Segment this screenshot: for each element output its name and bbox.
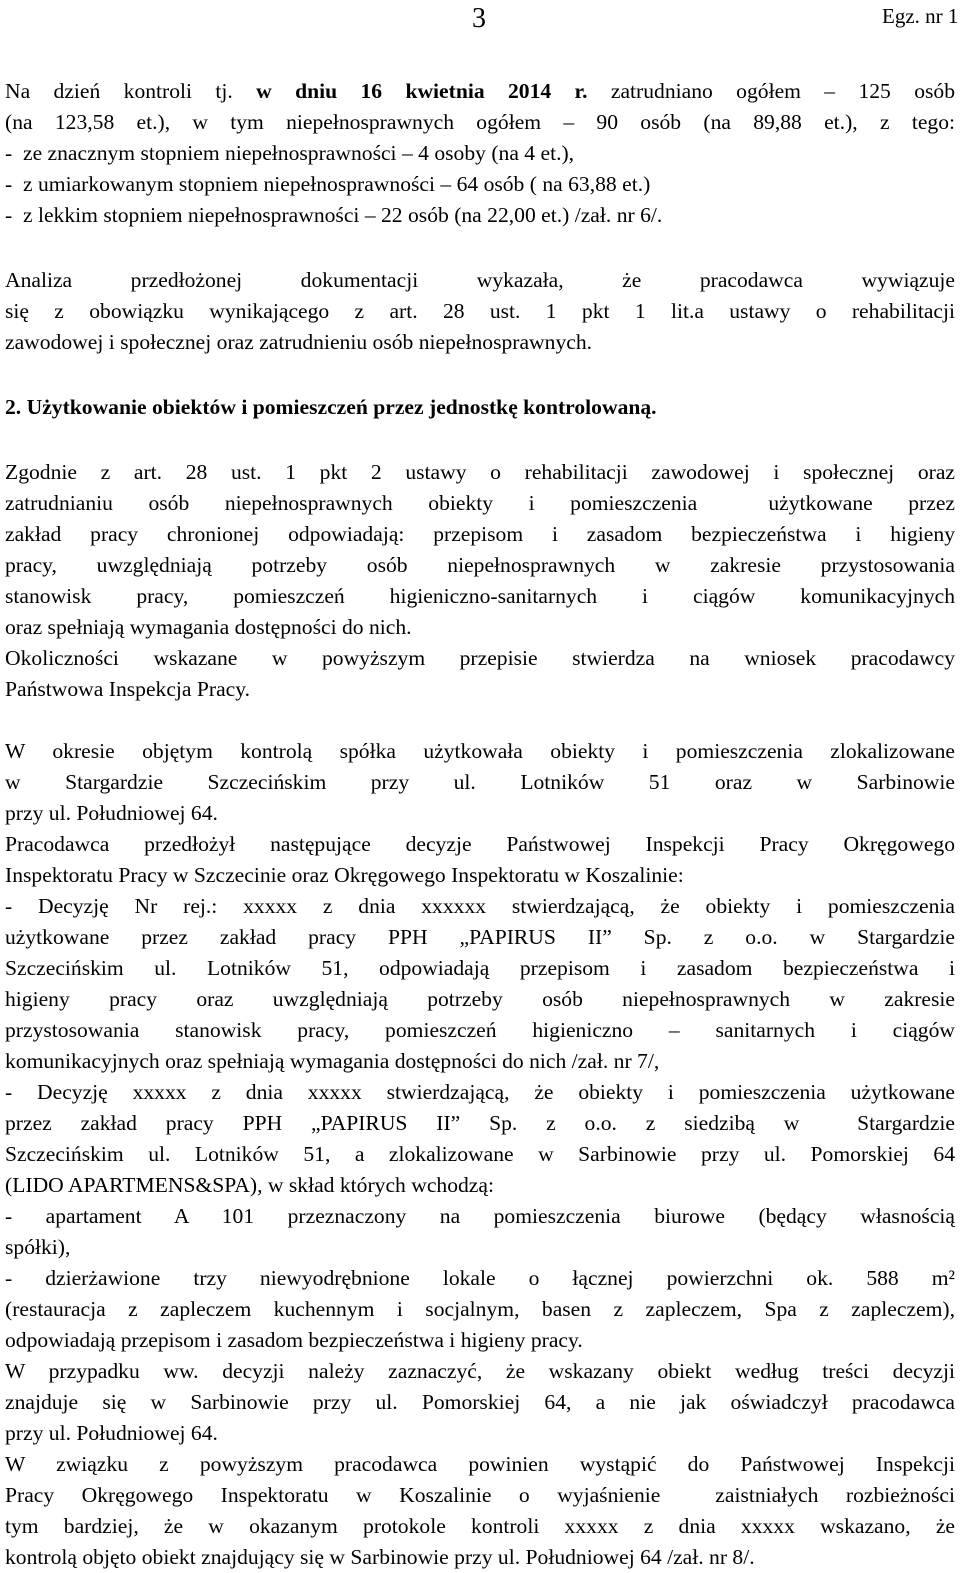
text-line — [5, 457, 955, 488]
text-segment: W związku z powyższym pracodawca powinien wystąpić do Państwowej Inspekcji — [5, 1452, 955, 1476]
text-line — [5, 798, 955, 829]
paragraph-section-2-heading — [5, 392, 955, 423]
text-segment: komunikacyjnych oraz spełniają wymagania dostępności do nich /zał. nr 7/, — [5, 1049, 660, 1073]
text-line — [5, 1511, 955, 1542]
text-segment: W okresie objętym kontrolą spółka użytkowała obiekty i pomieszczenia zlokalizowane — [5, 739, 955, 763]
text-segment: (restauracja z zapleczem kuchennym i socjalnym, basen z zapleczem, Spa z zapleczem), — [5, 1297, 955, 1321]
text-line — [5, 1077, 955, 1108]
bold-text: 2. Użytkowanie obiektów i pomieszczeń przez jednostkę kontrolowaną. — [5, 395, 657, 419]
paragraph-inspection-period — [5, 736, 955, 1573]
text-line — [5, 612, 955, 643]
paragraph-gap — [5, 705, 955, 736]
text-line — [5, 736, 955, 767]
text-line — [5, 1542, 955, 1573]
text-segment: oraz spełniają wymagania dostępności do nich. — [5, 615, 412, 639]
text-segment: przez zakład pracy PPH „PAPIRUS II” Sp. z o.o. z siedzibą w Stargardzie — [5, 1111, 955, 1135]
text-segment: - z lekkim stopniem niepełnosprawności – 22 osób (na 22,00 et.) /zał. nr 6/. — [5, 203, 663, 227]
text-line — [5, 891, 955, 922]
text-line — [5, 550, 955, 581]
text-segment: Szczecińskim ul. Lotników 51, a zlokalizowane w Sarbinowie przy ul. Pomorskiej 64 — [5, 1142, 955, 1166]
text-line — [5, 392, 955, 423]
text-segment: pracy, uwzględniają potrzeby osób niepełnosprawnych w zakresie przystosowania — [5, 553, 955, 577]
text-segment: - Decyzję Nr rej.: xxxxx z dnia xxxxxx stwierdzającą, że obiekty i pomieszczenia — [5, 894, 955, 918]
text-line — [5, 1480, 955, 1511]
text-segment: się z obowiązku wynikającego z art. 28 ust. 1 pkt 1 lit.a ustawy o rehabilitacji — [5, 299, 955, 323]
attachment-label: Egz. nr 1 — [882, 4, 959, 28]
text-line — [5, 1294, 955, 1325]
text-segment: zatrudnianiu osób niepełnosprawnych obiekty i pomieszczenia użytkowane przez — [5, 491, 955, 515]
paragraph-gap — [5, 423, 955, 457]
text-line — [5, 138, 955, 169]
text-segment: - apartament A 101 przeznaczony na pomieszczenia biurowe (będący własnością — [5, 1204, 955, 1228]
text-segment: przystosowania stanowisk pracy, pomieszczeń higieniczno – sanitarnych i ciągów — [5, 1018, 955, 1042]
text-line — [5, 200, 955, 231]
text-segment: tym bardziej, że w okazanym protokole kontroli xxxxx z dnia xxxxx wskazano, że — [5, 1514, 955, 1538]
text-segment: W przypadku ww. decyzji należy zaznaczyć, że wskazany obiekt według treści decyzji — [5, 1359, 955, 1383]
text-line — [5, 829, 955, 860]
text-segment: znajduje się w Sarbinowie przy ul. Pomorskiej 64, a nie jak oświadczył pracodawca — [5, 1390, 955, 1414]
text-segment: przy ul. Południowej 64. — [5, 801, 218, 825]
text-line — [5, 1418, 955, 1449]
text-line — [5, 1201, 955, 1232]
text-line — [5, 1356, 955, 1387]
text-segment: - dzierżawione trzy niewyodrębnione lokale o łącznej powierzchni ok. 588 m² — [5, 1266, 955, 1290]
text-segment: Szczecińskim ul. Lotników 51, odpowiadają przepisom i zasadom bezpieczeństwa i — [5, 956, 955, 980]
text-line — [5, 1046, 955, 1077]
text-line — [5, 922, 955, 953]
text-segment: Okoliczności wskazane w powyższym przepisie stwierdza na wniosek pracodawcy — [5, 646, 955, 670]
text-line — [5, 674, 955, 705]
text-segment: Pracy Okręgowego Inspektoratu w Koszalinie o wyjaśnienie zaistniałych rozbieżności — [5, 1483, 955, 1507]
text-line — [5, 169, 955, 200]
text-segment: kontrolą objęto obiekt znajdujący się w Sarbinowie przy ul. Południowej 64 /zał. nr 8/. — [5, 1545, 755, 1569]
text-segment: Inspektoratu Pracy w Szczecinie oraz Okręgowego Inspektoratu w Koszalinie: — [5, 863, 684, 887]
text-line — [5, 488, 955, 519]
text-line — [5, 265, 955, 296]
text-segment: Pracodawca przedłożył następujące decyzje Państwowej Inspekcji Pracy Okręgowego — [5, 832, 955, 856]
text-line — [5, 1170, 955, 1201]
bold-text: w dniu 16 kwietnia 2014 r. — [256, 79, 588, 103]
text-segment: Analiza przedłożonej dokumentacji wykazała, że pracodawca wywiązuje — [5, 268, 955, 292]
text-segment: Zgodnie z art. 28 ust. 1 pkt 2 ustawy o rehabilitacji zawodowej i społecznej oraz — [5, 460, 955, 484]
text-line — [5, 1387, 955, 1418]
text-line — [5, 76, 955, 107]
text-segment: przy ul. Południowej 64. — [5, 1421, 218, 1445]
paragraph-legal-basis — [5, 457, 955, 705]
text-line — [5, 1015, 955, 1046]
text-line — [5, 1139, 955, 1170]
text-line — [5, 1263, 955, 1294]
paragraph-analysis — [5, 265, 955, 358]
text-line — [5, 327, 955, 358]
text-segment: zakład pracy chronionej odpowiadają: przepisom i zasadom bezpieczeństwa i higieny — [5, 522, 955, 546]
text-line — [5, 860, 955, 891]
page-number: 3 — [472, 3, 486, 34]
paragraph-gap — [5, 358, 955, 392]
text-line — [5, 519, 955, 550]
text-segment: - ze znacznym stopniem niepełnosprawności – 4 osoby (na 4 et.), — [5, 141, 575, 165]
text-segment: - z umiarkowanym stopniem niepełnosprawności – 64 osób ( na 63,88 et.) — [5, 172, 651, 196]
text-segment: użytkowane przez zakład pracy PPH „PAPIRUS II” Sp. z o.o. w Stargardzie — [5, 925, 955, 949]
text-segment: zatrudniano ogółem – 125 osób — [587, 79, 955, 103]
text-line — [5, 643, 955, 674]
text-segment: Na dzień kontroli tj. — [5, 79, 257, 103]
text-line — [5, 296, 955, 327]
document-body — [5, 76, 955, 1573]
text-segment: (LIDO APARTMENS&SPA), w skład których wchodzą: — [5, 1173, 494, 1197]
text-line — [5, 107, 955, 138]
text-line — [5, 953, 955, 984]
text-segment: (na 123,58 et.), w tym niepełnosprawnych ogółem – 90 osób (na 89,88 et.), z tego: — [5, 110, 955, 134]
text-segment: zawodowej i społecznej oraz zatrudnieniu osób niepełnosprawnych. — [5, 330, 593, 354]
text-segment: stanowisk pracy, pomieszczeń higieniczno-sanitarnych i ciągów komunikacyjnych — [5, 584, 955, 608]
text-line — [5, 581, 955, 612]
text-line — [5, 1325, 955, 1356]
text-segment: spółki), — [5, 1235, 71, 1259]
text-segment: - Decyzję xxxxx z dnia xxxxx stwierdzającą, że obiekty i pomieszczenia użytkowane — [5, 1080, 955, 1104]
text-line — [5, 1232, 955, 1263]
text-segment: odpowiadają przepisom i zasadom bezpieczeństwa i higieny pracy. — [5, 1328, 583, 1352]
text-line — [5, 767, 955, 798]
text-segment: Państwowa Inspekcja Pracy. — [5, 677, 251, 701]
paragraph-gap — [5, 231, 955, 265]
text-segment: higieny pracy oraz uwzględniają potrzeby osób niepełnosprawnych w zakresie — [5, 987, 955, 1011]
text-segment: w Stargardzie Szczecińskim przy ul. Lotników 51 oraz w Sarbinowie — [5, 770, 955, 794]
text-line — [5, 1108, 955, 1139]
text-line — [5, 1449, 955, 1480]
paragraph-employment — [5, 76, 955, 231]
text-line — [5, 984, 955, 1015]
